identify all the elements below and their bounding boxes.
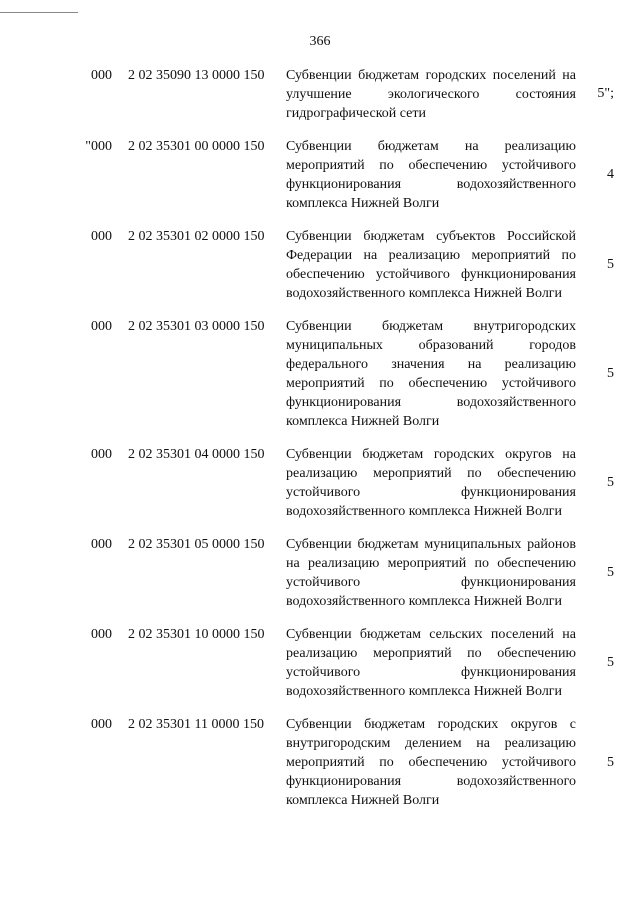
admin-code: 000 xyxy=(91,627,112,642)
standard-value: 5 xyxy=(607,565,614,580)
table-row xyxy=(0,445,640,521)
income-description: Субвенции бюджетам внутригородских муниципальных образований городов федерального значения на реализацию мероприятий по обеспечению устойчивого функционирования водохозяйственного комплекса Нижней Волги xyxy=(286,319,576,429)
standard-value: 5 xyxy=(607,475,614,490)
income-code: 2 02 35301 00 0000 150 xyxy=(128,139,265,154)
admin-code: 000 xyxy=(91,68,112,83)
table-row xyxy=(0,66,640,123)
income-description: Субвенции бюджетам городских округов с внутригородским делением на реализацию мероприятий по обеспечению устойчивого функционирования водохозяйственного комплекса Нижней Волги xyxy=(286,717,576,808)
income-code: 2 02 35301 10 0000 150 xyxy=(128,627,265,642)
table-row xyxy=(0,625,640,701)
income-code: 2 02 35301 11 0000 150 xyxy=(128,717,264,732)
income-code: 2 02 35301 02 0000 150 xyxy=(128,229,265,244)
page-number: 366 xyxy=(309,34,331,49)
admin-code: 000 xyxy=(91,229,112,244)
income-description: Субвенции бюджетам сельских поселений на реализацию мероприятий по обеспечению устойчивого функционирования водохозяйственного комплекса Нижней Волги xyxy=(286,627,576,699)
income-description: Субвенции бюджетам городских поселений на улучшение экологического состояния гидрографической сети xyxy=(286,68,576,121)
standard-value: 4 xyxy=(607,167,614,182)
income-description: Субвенции бюджетам на реализацию мероприятий по обеспечению устойчивого функционирования водохозяйственного комплекса Нижней Волги xyxy=(286,139,576,211)
table-row xyxy=(0,227,640,303)
income-code: 2 02 35301 05 0000 150 xyxy=(128,537,265,552)
standard-value: 5 xyxy=(607,655,614,670)
admin-code: 000 xyxy=(91,537,112,552)
admin-code: 000 xyxy=(91,717,112,732)
admin-code: 000 xyxy=(91,319,112,334)
standard-value: 5 xyxy=(607,257,614,272)
header-rule xyxy=(0,12,78,13)
income-code: 2 02 35301 03 0000 150 xyxy=(128,319,265,334)
table-row xyxy=(0,137,640,213)
standard-value: 5"; xyxy=(597,86,614,101)
income-code: 2 02 35301 04 0000 150 xyxy=(128,447,265,462)
income-description: Субвенции бюджетам муниципальных районов на реализацию мероприятий по обеспечению устойчивого функционирования водохозяйственного комплекса Нижней Волги xyxy=(286,537,576,609)
table-row xyxy=(0,317,640,431)
admin-code: "000 xyxy=(85,139,112,154)
table-row xyxy=(0,535,640,611)
income-classification-table xyxy=(0,66,640,824)
standard-value: 5 xyxy=(607,366,614,381)
table-row xyxy=(0,715,640,810)
admin-code: 000 xyxy=(91,447,112,462)
standard-value: 5 xyxy=(607,754,614,770)
income-code: 2 02 35090 13 0000 150 xyxy=(128,68,265,83)
income-description: Субвенции бюджетам городских округов на реализацию мероприятий по обеспечению устойчивого функционирования водохозяйственного комплекса Нижней Волги xyxy=(286,447,576,519)
income-description: Субвенции бюджетам субъектов Российской Федерации на реализацию мероприятий по обеспечению устойчивого функционирования водохозяйственного комплекса Нижней Волги xyxy=(286,229,576,301)
